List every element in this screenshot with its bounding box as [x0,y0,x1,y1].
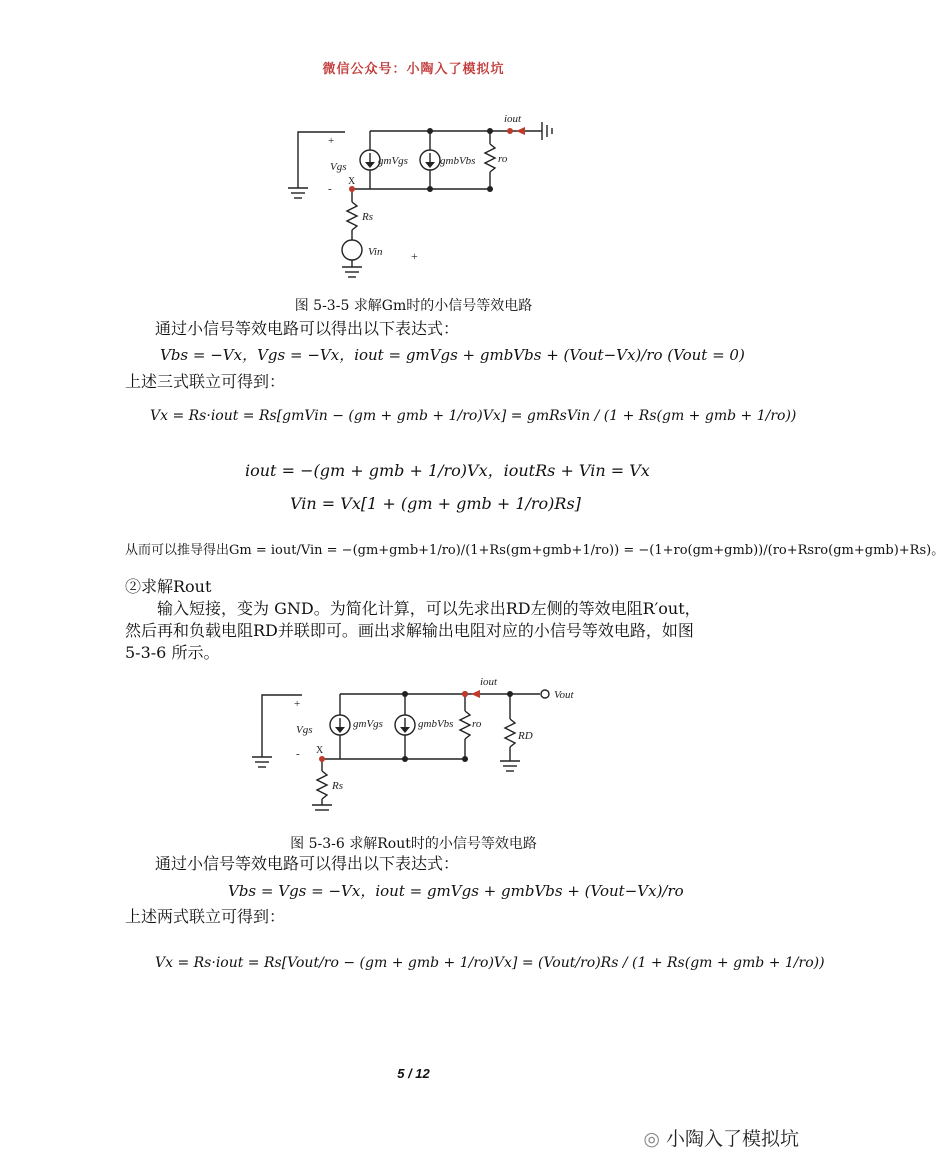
figure-2-circuit [250,675,590,815]
equation-3: iout = −(gm + gmb + 1/ro)Vx，ioutRs + Vin = Vx [245,461,650,480]
paragraph-3: 从而可以推导得出Gm = iout/Vin = −(gm+gmb+1/ro)/(1+Rs(gm+gmb+1/ro)) = −(1+ro(gm+gmb))/(ro+Rsro(gm+gmb)+Rs)。 [125,543,944,558]
fig2-plus: + [294,698,301,710]
paragraph-4: ②求解Rout [125,577,212,596]
fig1-ro-label: ro [498,153,508,165]
wechat-icon: ◎ [643,1128,660,1150]
fig2-ro-label: ro [472,718,482,730]
fig2-rs: Rs [332,780,343,792]
fig2-gmbvbs-label: gmbVbs [418,718,454,730]
equation-5: Vbs = Vgs = −Vx，iout = gmVgs + gmbVbs + (Vout−Vx)/ro [228,882,684,900]
fig1-plus: + [328,135,335,147]
equation-2: Vx = Rs·iout = Rs[gmVin − (gm + gmb + 1/ro)Vx] = gmRsVin / (1 + Rs(gm + gmb + 1/ro)) [150,408,797,424]
equation-4: Vin = Vx[1 + (gm + gmb + 1/ro)Rs] [290,494,581,513]
figure-2-caption: 图 5-3-6 求解Rout时的小信号等效电路 [290,836,537,852]
fig1-gmbvbs-label: gmbVbs [440,155,476,167]
figure-1-caption: 图 5-3-5 求解Gm时的小信号等效电路 [294,298,533,314]
fig2-iout-label: iout [480,676,498,688]
vin-plus: + [411,249,418,263]
paragraph-6: 通过小信号等效电路可以得出以下表达式： [155,854,460,873]
fig1-vgs: Vgs [330,161,347,173]
fig2-gmvgs-label: gmVgs [353,718,383,730]
fig2-minus: - [296,748,300,760]
fig1-rs: Rs [362,211,373,223]
figure-1-circuit [280,112,560,282]
paragraph-5: 输入短接，变为 GND。为简化计算，可以先求出RD左侧的等效电阻R′out，然后再和负载电阻RD并联即可。画出求解输出电阻对应的小信号等效电路，如图 5-3-6 所示。 [125,599,701,662]
watermark-text: 小陶入了模拟坑 [665,1128,799,1150]
fig1-gmvgs-label: gmVgs [378,155,408,167]
paragraph-2: 上述三式联立可得到： [125,372,286,391]
watermark [643,1124,799,1151]
paragraph-1: 通过小信号等效电路可以得出以下表达式： [155,319,460,338]
fig2-x: X [316,745,324,756]
page-header: 微信公众号：小陶入了模拟坑 [322,62,505,77]
fig2-vgs: Vgs [296,724,313,736]
fig1-x: X [348,176,356,187]
fig1-iout-label: iout [504,113,522,125]
paragraph-7: 上述两式联立可得到： [125,907,286,926]
fig1-vin: Vin [368,246,383,258]
fig2-vout-label: Vout [554,689,574,701]
fig1-minus: - [328,183,332,195]
equation-6: Vx = Rs·iout = Rs[Vout/ro − (gm + gmb + 1/ro)Vx] = (Vout/ro)Rs / (1 + Rs(gm + gmb + 1/ro)) [155,955,825,971]
page-number: 5 / 12 [397,1066,430,1081]
equation-1: Vbs = −Vx，Vgs = −Vx，iout = gmVgs + gmbVbs + (Vout−Vx)/ro (Vout = 0) [160,346,745,364]
fig2-rd-label: RD [518,730,533,742]
